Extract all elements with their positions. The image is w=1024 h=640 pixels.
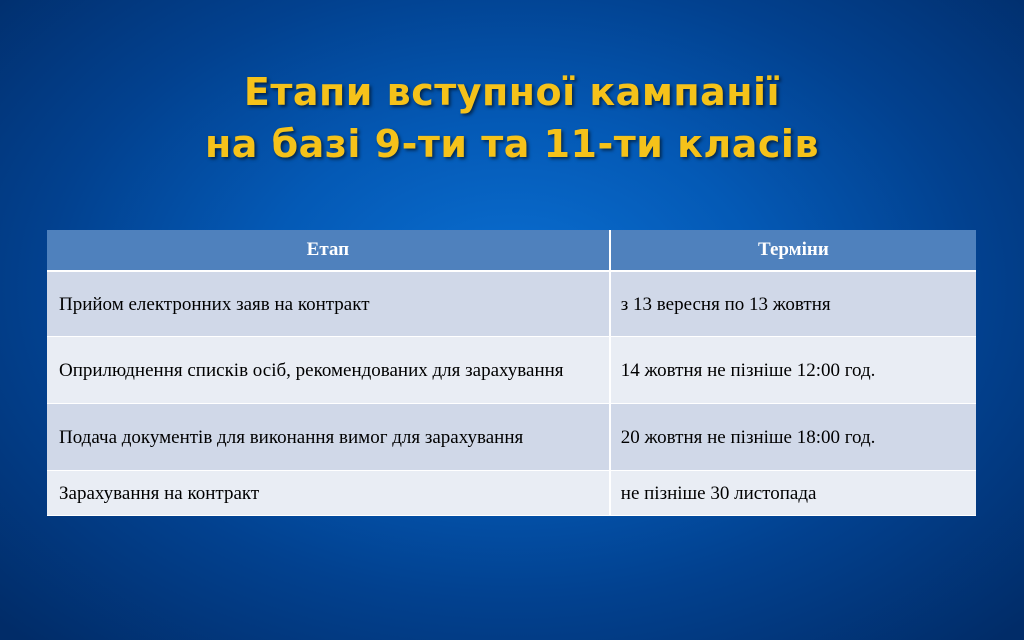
stage-cell: Зарахування на контракт bbox=[47, 471, 610, 516]
table-row bbox=[47, 471, 976, 516]
slide-title-line-2: на базі 9-ти та 11-ти класів bbox=[204, 122, 820, 166]
term-cell: не пізніше 30 листопада bbox=[610, 471, 976, 516]
stage-cell: Подача документів для виконання вимог для зарахування bbox=[47, 404, 610, 471]
stage-cell: Оприлюднення списків осіб, рекомендованих для зарахування bbox=[47, 337, 610, 404]
header-stage: Етап bbox=[47, 230, 610, 271]
admission-schedule-table bbox=[47, 230, 976, 516]
table-header-row bbox=[47, 230, 976, 271]
slide-title-line-1: Етапи вступної кампанії bbox=[243, 70, 781, 114]
term-cell: 20 жовтня не пізніше 18:00 год. bbox=[610, 404, 976, 471]
header-terms: Терміни bbox=[610, 230, 976, 271]
table-row bbox=[47, 271, 976, 337]
term-cell: 14 жовтня не пізніше 12:00 год. bbox=[610, 337, 976, 404]
term-cell: з 13 вересня по 13 жовтня bbox=[610, 271, 976, 337]
table-row bbox=[47, 404, 976, 471]
table-row bbox=[47, 337, 976, 404]
stage-cell: Прийом електронних заяв на контракт bbox=[47, 271, 610, 337]
slide-title bbox=[0, 66, 1024, 170]
